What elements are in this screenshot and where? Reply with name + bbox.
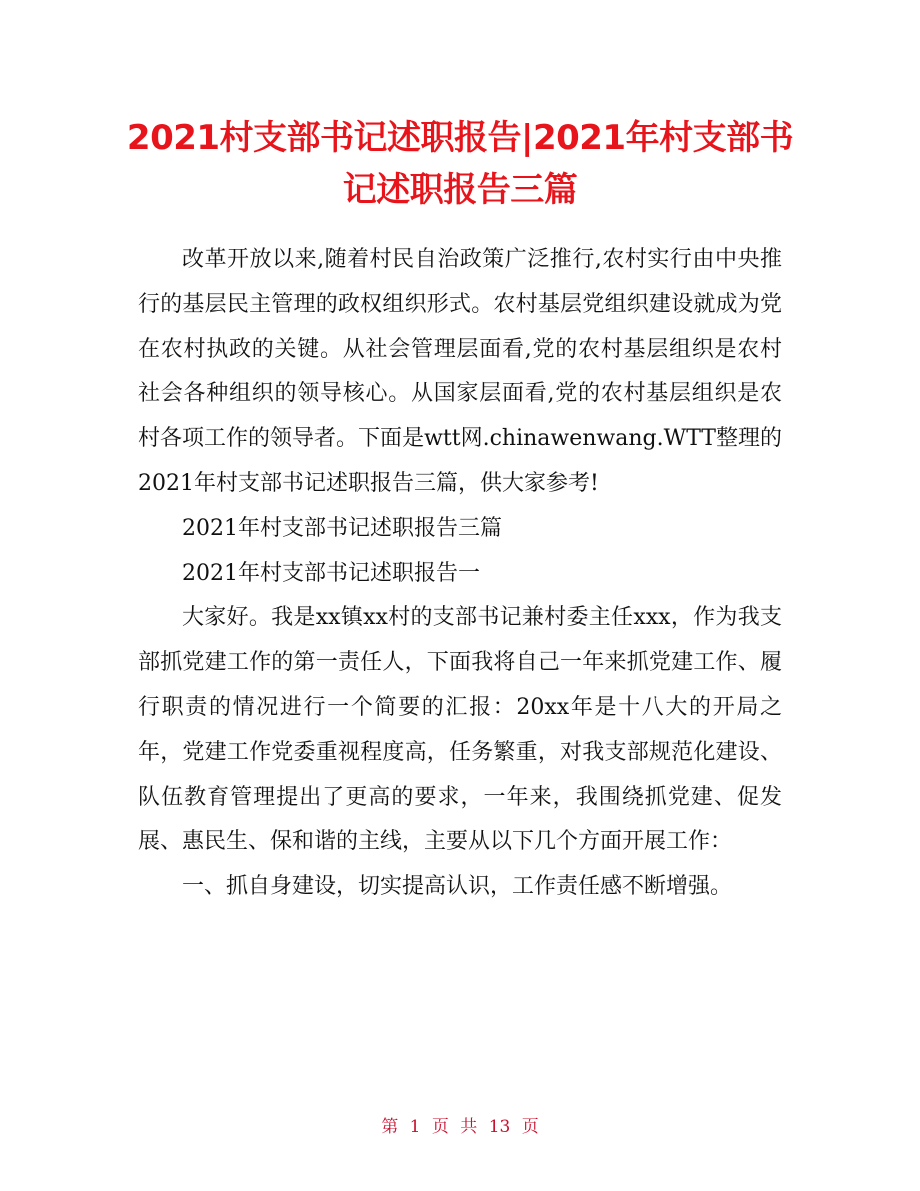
intro-paragraph: 改革开放以来,随着村民自治政策广泛推行,农村实行由中央推行的基层民主管理的政权组织形式。农村基层党组织建设就成为党在农村执政的关键。从社会管理层面看,党的农村基层组织是农村社会各种组织的领导核心。从国家层面看,党的农村基层组织是农村各项工作的领导者。下面是wtt网.chinawenwang.WTT整理的2021年村支部书记述职报告三篇，供大家参考! — [138, 247, 782, 496]
section-heading-three-reports: 2021年村支部书记述职报告三篇 — [182, 515, 502, 541]
document-body — [138, 238, 782, 910]
page-number-footer: 第 1 页 共 13 页 — [381, 1117, 539, 1137]
section-heading-report-one: 2021年村支部书记述职报告一 — [182, 560, 480, 586]
report-point-one: 一、抓自身建设，切实提高认识，工作责任感不断增强。 — [182, 874, 733, 900]
report-body-paragraph: 大家好。我是xx镇xx村的支部书记兼村委主任xxx，作为我支部抓党建工作的第一责任人，下面我将自己一年来抓党建工作、履行职责的情况进行一个简要的汇报：20xx年是十八大的开局之年，党建工作党委重视程度高，任务繁重，对我支部规范化建设、队伍教育管理提出了更高的要求，一年来，我围绕抓党建、促发展、惠民生、保和谐的主线，主要从以下几个方面开展工作： — [138, 605, 782, 855]
document-title: 2021村支部书记述职报告|2021年村支部书记述职报告三篇 — [126, 118, 794, 210]
